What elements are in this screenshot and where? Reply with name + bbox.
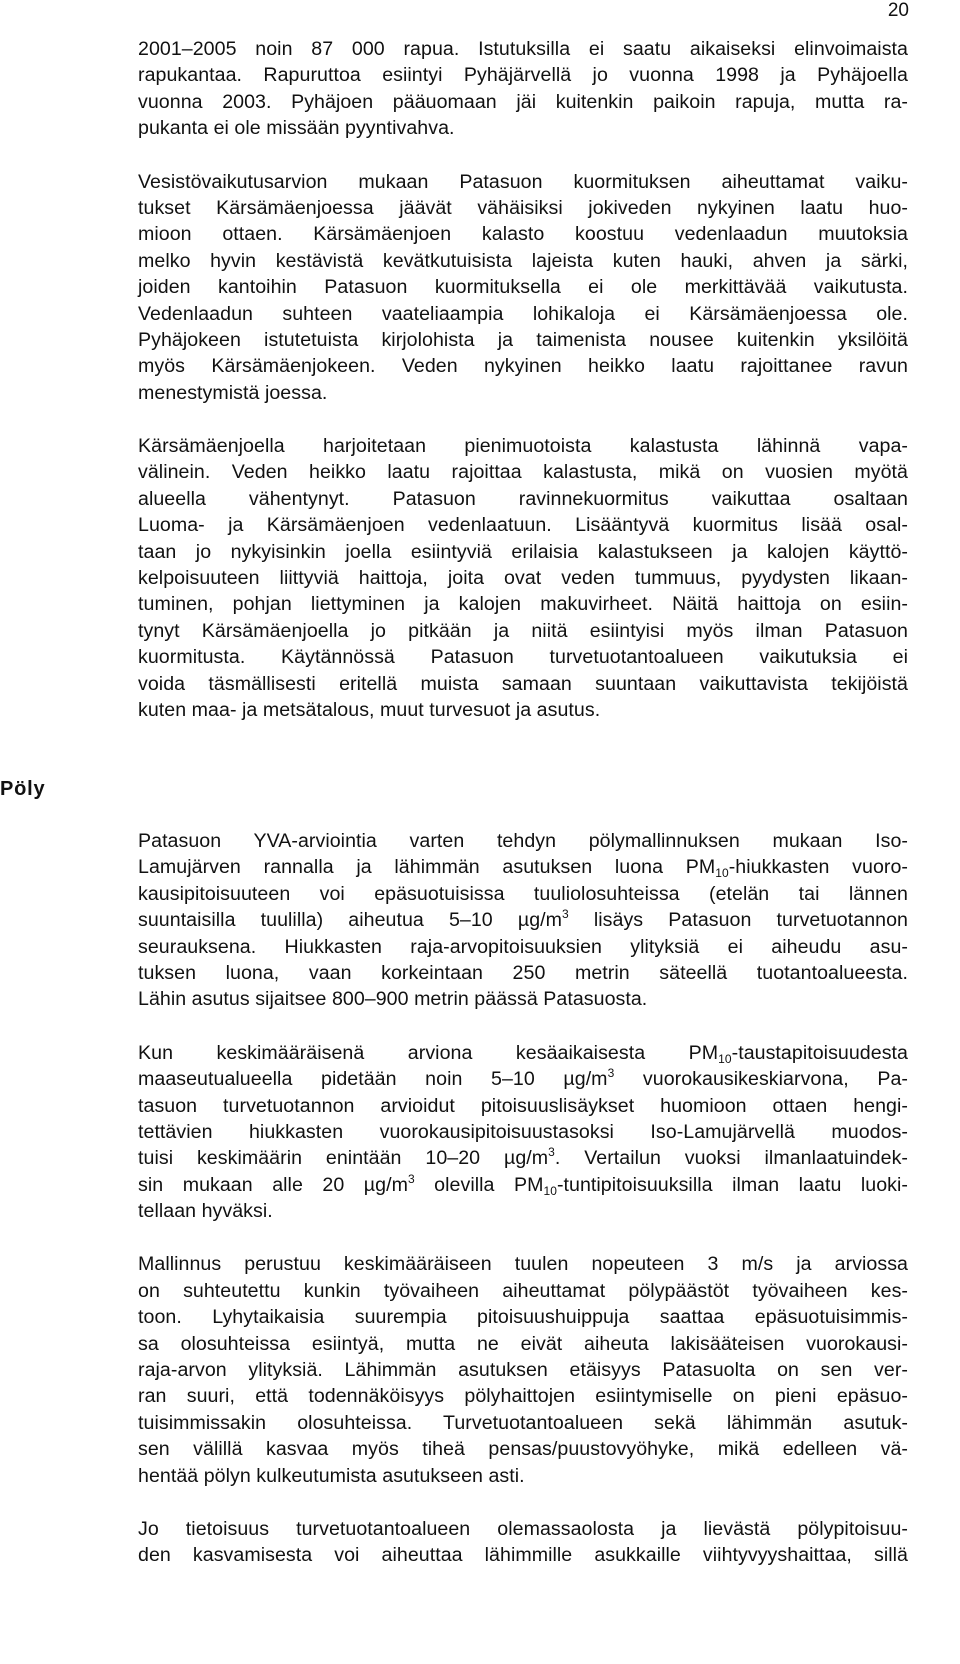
body-text-top — [138, 36, 908, 723]
text-line: alueella vähentynyt. Patasuon ravinnekuormitus vaikuttaa osaltaan — [138, 487, 908, 510]
text-line: voida täsmällisesti eritellä muista samaan suuntaan vaikuttavista tekijöistä — [138, 672, 908, 695]
text-line: Luoma- ja Kärsämäenjoen vedenlaatuun. Lisääntyvä kuormitus lisää osal- — [138, 514, 908, 537]
poly-paragraph — [138, 1251, 908, 1489]
text-line: Jo tietoisuus turvetuotantoalueen olemassaolosta ja lievästä pölypitoisuu- — [138, 1517, 908, 1540]
page-number: 20 — [887, 0, 909, 21]
text-line: Vesistövaikutusarvion mukaan Patasuon kuormituksen aiheuttamat vaiku- — [138, 170, 908, 193]
superscript: 3 — [607, 1066, 615, 1081]
text-line: Lähin asutus sijaitsee 800–900 metrin päässä Patasuosta. — [138, 988, 648, 1011]
text-line: tuisi keskimäärin enintään 10–20 $\mu g/m^3$. Vertailun vuoksi ilmanlaatuindek- — [138, 1145, 908, 1170]
text-line: Kun keskimääräisenä arviona kesäaikaisesta $PM_{10}$-taustapitoisuudesta — [138, 1041, 908, 1066]
subscript: 10 — [543, 1183, 557, 1198]
text-line: toon. Lyhytaikaisia suurempia pitoisuushuippuja saattaa epäsuotuisimmis- — [138, 1306, 908, 1329]
text-line: kuormitusta. Käytännössä Patasuon turvetuotantoalueen vaikutuksia ei — [138, 646, 908, 669]
text-line: Patasuon YVA-arviointia varten tehdyn pölymallinnuksen mukaan Iso- — [138, 830, 908, 852]
text-line: 2001–2005 noin 87 000 rapua. Istutuksilla ei saatu aikaiseksi elinvoimaista — [138, 38, 908, 60]
text-line: Lamujärven rannalla ja lähimmän asutuksen luona $PM_{10}$-hiukkasten vuoro- — [138, 856, 908, 881]
text-line: joiden kantoihin Patasuon kuormituksella ei ole merkittävää vaikutusta. — [138, 276, 908, 299]
text-line: sin mukaan alle 20 $\mu g/m^3$ olevilla $PM_{10}$-tuntipitoisuuksilla ilman laatu luoki- — [138, 1171, 909, 1198]
top-paragraph — [138, 36, 908, 142]
text-line: raja-arvon ylityksiä. Lähimmän asutuksen etäisyys Patasuolta on sen ver- — [138, 1359, 908, 1382]
text-line: tasuon turvetuotannon arvioidut pitoisuuslisäykset huomioon ottaen hengi- — [138, 1094, 908, 1117]
top-paragraph — [138, 433, 908, 723]
text-line: seurauksena. Hiukkasten raja-arvopitoisuuksien ylityksiä ei aiheudu asu- — [138, 935, 908, 958]
text-line: taan jo nykyisinkin joella esiintyviä erilaisia kalastukseen ja kalojen käyttö- — [138, 540, 908, 563]
text-line: maaseutualueella pidetään noin 5–10 $\mu g/m^3$ vuorokausikeskiarvona, Pa- — [138, 1066, 908, 1091]
text-line: tynyt Kärsämäenjoella jo pitkään ja niitä esiintyisi myös ilman Patasuon — [138, 619, 908, 642]
text-line: kuten maa- ja metsätalous, muut turvesuot ja asutus. — [138, 698, 601, 721]
poly-paragraph — [138, 1040, 908, 1225]
text-line: kelpoisuuteen liittyviä haittoja, joita ovat veden tummuus, pyydysten likaan- — [138, 567, 908, 590]
poly-paragraph — [138, 1516, 908, 1569]
text-line: tukset Kärsämäenjoessa jäävät vähäisiksi jokiveden nykyinen laatu huo- — [138, 196, 908, 219]
text-line: Vedenlaadun suhteen vaateliaampia lohikaloja ei Kärsämäenjoessa ole. — [138, 302, 908, 325]
text-line: Pyhäjokeen istutetuista kirjolohista ja taimenista nousee kuitenkin yksilöitä — [138, 328, 908, 351]
text-line: ran suuri, että todennäköisyys pölyhaittojen esiintymiselle on pieni epäsuo- — [138, 1385, 908, 1408]
text-line: Kärsämäenjoella harjoitetaan pienimuotoista kalastusta lähinnä vapa- — [138, 435, 908, 458]
text-line: vuonna 2003. Pyhäjoen pääuomaan jäi kuitenkin paikoin rapuja, mutta ra- — [138, 90, 908, 113]
poly-paragraph — [138, 828, 908, 1013]
text-line: sen välillä kasvaa myös tiheä pensas/puustovyöhyke, mikä edelleen vä- — [138, 1438, 908, 1461]
text-line: menestymistä joessa. — [138, 381, 328, 404]
text-line: on suhteutettu kunkin työvaiheen aiheuttamat pölypäästöt työvaiheen kes- — [138, 1279, 908, 1302]
text-line: Mallinnus perustuu keskimääräiseen tuulen nopeuteen 3 m/s ja arviossa — [138, 1253, 908, 1276]
text-line: välinein. Veden heikko laatu rajoittaa kalastusta, mikä on vuosien myötä — [138, 461, 908, 484]
body-text-bottom — [138, 828, 908, 1569]
text-line: tuksen luona, vaan korkeintaan 250 metrin säteellä tuotantoalueesta. — [138, 961, 908, 984]
text-line: mioon ottaen. Kärsämäenjoen kalasto koostuu vedenlaadun muutoksia — [138, 223, 908, 246]
text-line: myös Kärsämäenjokeen. Veden nykyinen heikko laatu rajoittanee ravun — [138, 355, 908, 378]
subscript: 10 — [715, 866, 729, 881]
superscript: 3 — [407, 1171, 415, 1186]
text-line: tuminen, pohjan liettyminen ja kalojen makuvirheet. Näitä haittoja on esiin- — [138, 593, 908, 616]
text-line: sa olosuhteissa esiintyä, mutta ne eivät aiheuta lakisääteisen vuorokausi- — [138, 1332, 908, 1355]
superscript: 3 — [562, 907, 569, 922]
text-line: tuisimmissakin olosuhteissa. Turvetuotantoalueen sekä lähimmän asutuk- — [138, 1411, 908, 1434]
text-line: pukanta ei ole missään pyyntivahva. — [138, 117, 455, 140]
subscript: 10 — [718, 1051, 732, 1066]
section-heading-poly: Pöly — [0, 778, 46, 800]
text-line: hentää pölyn kulkeutumista asutukseen asti. — [138, 1464, 525, 1487]
text-line: tellaan hyväksi. — [138, 1200, 273, 1223]
text-line: tettävien hiukkasten vuorokausipitoisuustasoksi Iso-Lamujärvellä muodos- — [138, 1120, 908, 1143]
text-line: kausipitoisuuteen voi epäsuotuisissa tuuliolosuhteissa (etelän tai lännen — [138, 882, 908, 905]
text-line: melko hyvin kestävistä kevätkutuisista lajeista kuten hauki, ahven ja särki, — [138, 249, 908, 272]
text-line: suuntaisilla tuulilla) aiheutua 5–10 $\mu g/m^3$ lisäys Patasuon turvetuotannon — [138, 907, 908, 932]
text-line: rapukantaa. Rapuruttoa esiintyi Pyhäjärvellä jo vuonna 1998 ja Pyhäjoella — [138, 64, 908, 87]
top-paragraph — [138, 169, 908, 407]
text-line: den kasvamisesta voi aiheuttaa lähimmille asukkaille viihtyvyyshaittaa, sillä — [138, 1544, 908, 1567]
superscript: 3 — [548, 1145, 555, 1160]
